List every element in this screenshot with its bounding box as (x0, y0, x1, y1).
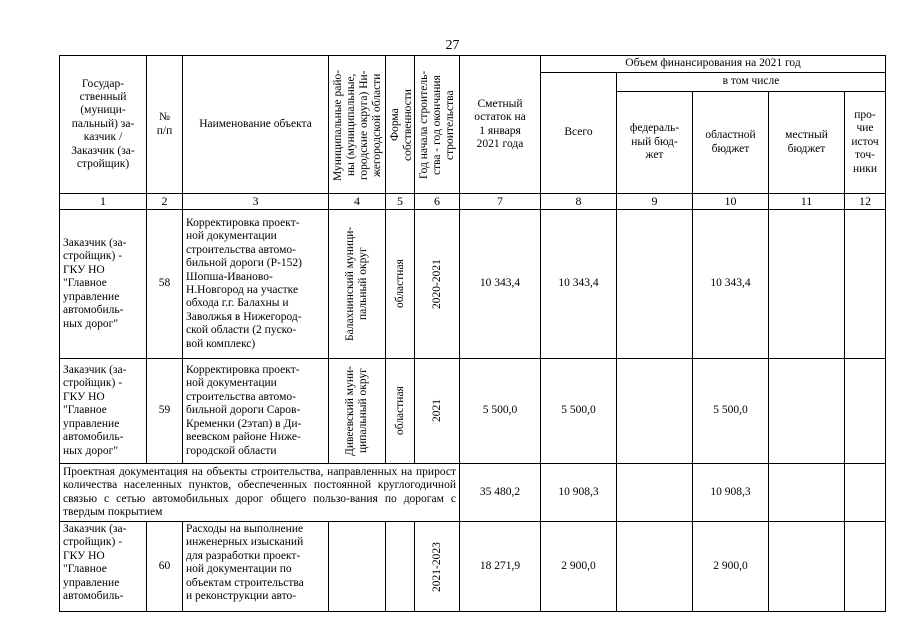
col-number: 1 (60, 194, 147, 210)
table-row (60, 522, 886, 612)
header-years: Год начала строитель- ства - год окончания строительства (418, 70, 456, 179)
col-number: 10 (693, 194, 769, 210)
col-number: 6 (415, 194, 460, 210)
row-regional: 5 500,0 (693, 359, 769, 464)
row-total: 2 900,0 (541, 522, 617, 612)
row-object-name: Корректировка проект- ной документации строительства автомо- бильной дороги Саров- Кременки (2этап) в Ди- веевском районе Ниже- городской области (183, 359, 329, 464)
summary-text: Проектная документация на объекты строительства, направленных на прирост количества населенных пунктов, обеспеченных постоянной круглогодичной связью с сетью автомобильных дорог общего пользо-вания по дорогам с твердым покрытием (60, 464, 460, 522)
row-other (845, 359, 886, 464)
row-years: 2021 (430, 399, 443, 423)
summary-local (769, 464, 845, 522)
header-federal: федераль- ный бюд- жет (617, 92, 693, 194)
row-regional: 10 343,4 (693, 210, 769, 359)
row-federal (617, 522, 693, 612)
row-total: 10 343,4 (541, 210, 617, 359)
row-local (769, 210, 845, 359)
row-other (845, 210, 886, 359)
row-estimate: 5 500,0 (460, 359, 541, 464)
row-years-cell (415, 210, 460, 359)
row-years: 2020-2021 (430, 259, 443, 309)
row-municipality: Дивеевский муни- ципальный округ (344, 366, 369, 456)
summary-estimate: 35 480,2 (460, 464, 541, 522)
row-total: 5 500,0 (541, 359, 617, 464)
header-ownership-cell (386, 56, 415, 194)
row-object-name: Корректировка проект- ной документации строительства автомо- бильной дороги (Р-152) Шопша-Иваново- Н.Новгород на участке обхода г.г. Балахны и Заволжья в Нижегород- ской области (2 пуско- вой комплекс) (183, 210, 329, 359)
row-municipality-cell (329, 359, 386, 464)
financing-table (59, 55, 886, 612)
header-including: в том числе (617, 73, 886, 92)
header-total: Всего (541, 73, 617, 194)
col-number: 12 (845, 194, 886, 210)
col-number: 7 (460, 194, 541, 210)
row-local (769, 359, 845, 464)
col-number: 11 (769, 194, 845, 210)
row-object-name: Расходы на выполнение инженерных изысканий для разработки проект- ной документации по объектам строительства и реконструкции авто- (183, 522, 329, 612)
summary-row (60, 464, 886, 522)
table-row (60, 210, 886, 359)
summary-other (845, 464, 886, 522)
row-ownership-cell (386, 522, 415, 612)
row-number: 60 (147, 522, 183, 612)
row-ownership: областная (393, 259, 406, 309)
row-municipality-cell (329, 210, 386, 359)
header-other: про- чие источ точ- ники (845, 92, 886, 194)
column-number-row (60, 194, 886, 210)
col-number: 8 (541, 194, 617, 210)
row-estimate: 10 343,4 (460, 210, 541, 359)
row-years-cell (415, 359, 460, 464)
header-local: местный бюджет (769, 92, 845, 194)
header-object-name: Наименование объекта (183, 56, 329, 194)
row-municipality: Балахнинский муници- пальный округ (344, 226, 369, 342)
row-number: 58 (147, 210, 183, 359)
header-customer: Государ- ственный (муници- пальный) за- казчик / Заказчик (за- стройщик) (60, 56, 147, 194)
row-federal (617, 359, 693, 464)
header-num: № п/п (147, 56, 183, 194)
header-years-cell (415, 56, 460, 194)
row-regional: 2 900,0 (693, 522, 769, 612)
header-ownership: Форма собственности (389, 88, 414, 161)
summary-total: 10 908,3 (541, 464, 617, 522)
row-other (845, 522, 886, 612)
summary-regional: 10 908,3 (693, 464, 769, 522)
row-ownership: областная (393, 386, 406, 436)
table-row (60, 359, 886, 464)
row-customer: Заказчик (за- стройщик) - ГКУ НО "Главное управление автомобиль- ных дорог" (60, 359, 147, 464)
row-years: 2021-2023 (430, 541, 443, 592)
row-ownership-cell (386, 359, 415, 464)
row-ownership-cell (386, 210, 415, 359)
row-federal (617, 210, 693, 359)
row-years-cell (415, 522, 460, 612)
row-estimate: 18 271,9 (460, 522, 541, 612)
row-customer: Заказчик (за- стройщик) - ГКУ НО "Главное управление автомобиль- ных дорог" (60, 210, 147, 359)
header-estimate: Сметный остаток на 1 января 2021 года (460, 56, 541, 194)
row-customer: Заказчик (за- стройщик) - ГКУ НО "Главное управление автомобиль- (60, 522, 147, 612)
header-row-1 (60, 56, 886, 73)
row-number: 59 (147, 359, 183, 464)
col-number: 9 (617, 194, 693, 210)
col-number: 5 (386, 194, 415, 210)
header-municipality: Муниципальные райо- ны (муниципальные, городские округа) Ни- жегородской области (332, 68, 383, 181)
col-number: 3 (183, 194, 329, 210)
row-local (769, 522, 845, 612)
header-regional: областной бюджет (693, 92, 769, 194)
col-number: 4 (329, 194, 386, 210)
col-number: 2 (147, 194, 183, 210)
header-municipality-cell (329, 56, 386, 194)
header-funding: Объем финансирования на 2021 год (541, 56, 886, 73)
row-municipality-cell (329, 522, 386, 612)
summary-federal (617, 464, 693, 522)
page-number: 27 (445, 38, 460, 53)
